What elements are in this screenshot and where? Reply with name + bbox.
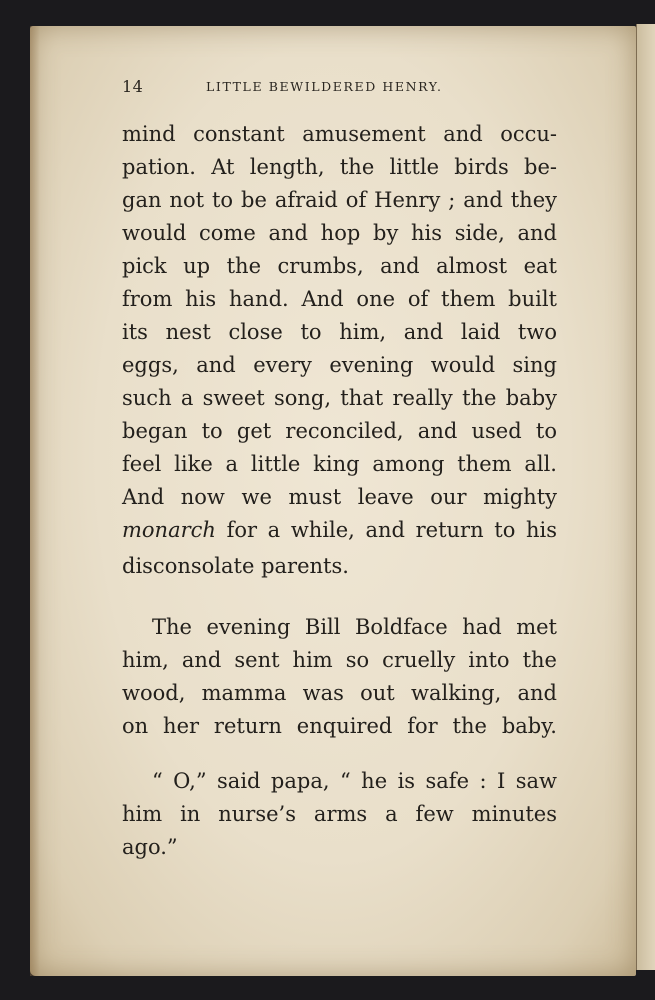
text-line: wood, mamma was out walking, and [122, 681, 557, 705]
text-line: from his hand. And one of them built [122, 287, 557, 311]
text-line: its nest close to him, and laid two [122, 320, 557, 344]
page-number: 14 [122, 77, 144, 96]
running-head: LITTLE BEWILDERED HENRY. [206, 79, 443, 94]
text-line: mind constant amusement and occu- [122, 122, 557, 146]
text-line: on her return enquired for the baby. [122, 714, 557, 738]
text-line: him, and sent him so cruelly into the [122, 648, 557, 672]
body-text [122, 118, 557, 864]
text-line: pick up the crumbs, and almost eat [122, 254, 557, 278]
text-line: him in nurse’s arms a few minutes [122, 802, 557, 826]
text-line: would come and hop by his side, and [122, 221, 557, 245]
paragraph [122, 765, 557, 864]
text-line: began to get reconciled, and used to [122, 419, 557, 443]
text-line: “ O,” said papa, “ he is safe : I saw [152, 769, 557, 793]
paragraph [122, 118, 557, 583]
text-line: pation. At length, the little birds be- [122, 155, 557, 179]
text-line: gan not to be afraid of Henry ; and they [122, 188, 557, 212]
text-line: eggs, and every evening would sing [122, 353, 557, 377]
page-header [122, 77, 492, 97]
text-line: And now we must leave our mighty [122, 485, 557, 509]
text-line: feel like a little king among them all. [122, 452, 557, 476]
adjacent-page-edge [636, 24, 655, 970]
text-fragment: for a while, and return to his [215, 518, 557, 542]
italic-word: monarch [122, 518, 216, 542]
text-line: such a sweet song, that really the baby [122, 386, 557, 410]
text-line: disconsolate parents. [122, 554, 349, 578]
text-line [122, 514, 557, 547]
paragraph [122, 611, 557, 743]
text-line: The evening Bill Boldface had met [152, 615, 557, 639]
text-line: ago.” [122, 835, 178, 859]
